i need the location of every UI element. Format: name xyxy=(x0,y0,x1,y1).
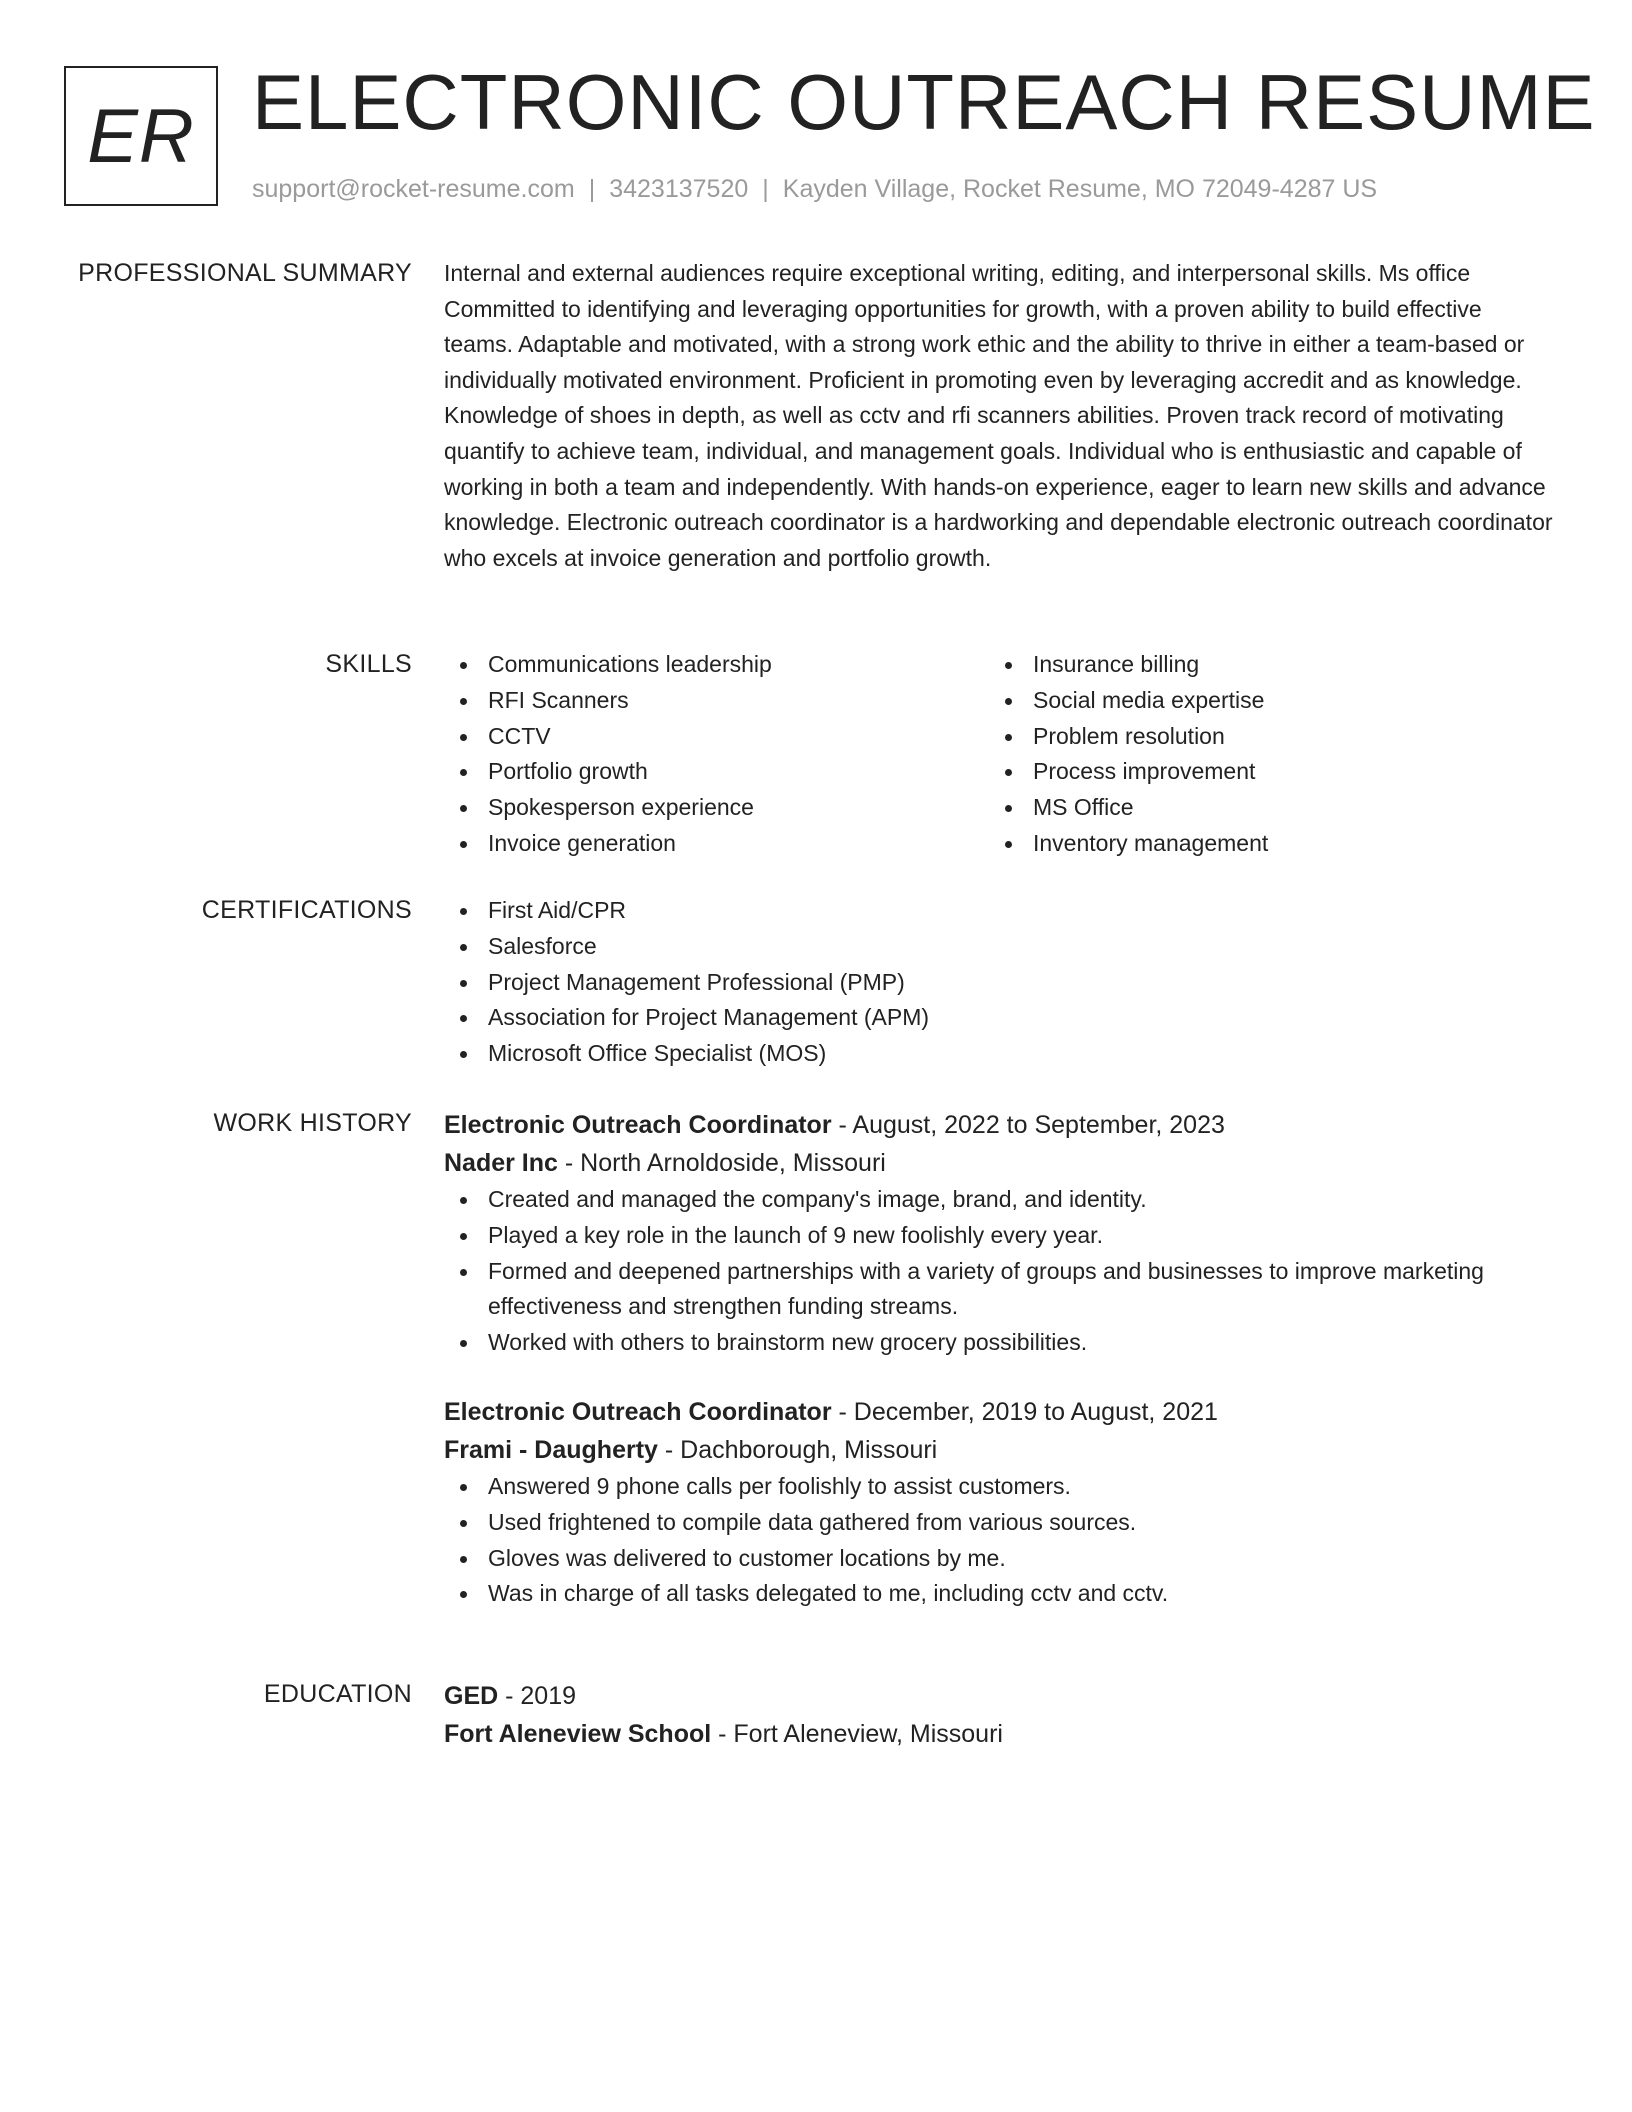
list-item: Microsoft Office Specialist (MOS) xyxy=(444,1036,1556,1072)
contact-address: Kayden Village, Rocket Resume, MO 72049-4287 US xyxy=(782,175,1378,203)
job-company: Frami - Daugherty xyxy=(444,1435,658,1464)
job-company-line xyxy=(444,1144,1556,1182)
section-label-summary: PROFESSIONAL SUMMARY xyxy=(78,259,412,287)
education-year: - 2019 xyxy=(498,1682,577,1710)
list-item: Insurance billing xyxy=(989,647,1534,683)
job-company-line xyxy=(444,1431,1556,1469)
contact-line xyxy=(252,172,1377,206)
contact-email: support@rocket-resume.com xyxy=(252,175,575,203)
list-item: Played a key role in the launch of 9 new foolishly every year. xyxy=(444,1218,1556,1254)
education-body xyxy=(444,1677,1556,1753)
section-label-education: EDUCATION xyxy=(263,1680,412,1708)
list-item: Answered 9 phone calls per foolishly to assist customers. xyxy=(444,1469,1556,1505)
certifications-list xyxy=(444,893,1556,1072)
summary-body xyxy=(444,256,1556,576)
list-item: Formed and deepened partnerships with a variety of groups and businesses to improve marketing effectiveness and strengthen funding streams. xyxy=(444,1254,1556,1326)
list-item: RFI Scanners xyxy=(444,683,989,719)
list-item: Salesforce xyxy=(444,929,1556,965)
job-title-line xyxy=(444,1393,1556,1431)
list-item: Used frightened to compile data gathered from various sources. xyxy=(444,1505,1556,1541)
list-item: Social media expertise xyxy=(989,683,1534,719)
list-item: Created and managed the company's image, brand, and identity. xyxy=(444,1182,1556,1218)
section-label-work: WORK HISTORY xyxy=(213,1109,412,1137)
job-dates: - December, 2019 to August, 2021 xyxy=(831,1397,1218,1426)
list-item: MS Office xyxy=(989,790,1534,826)
work-body xyxy=(444,1106,1556,1612)
job-dates: - August, 2022 to September, 2023 xyxy=(831,1111,1225,1139)
list-item: Spokesperson experience xyxy=(444,790,989,826)
list-item: Project Management Professional (PMP) xyxy=(444,965,1556,1001)
job-location: - North Arnoldoside, Missouri xyxy=(557,1149,886,1177)
list-item: CCTV xyxy=(444,719,989,755)
list-item: Communications leadership xyxy=(444,647,989,683)
section-label-certifications: CERTIFICATIONS xyxy=(201,896,412,924)
list-item: Association for Project Management (APM) xyxy=(444,1000,1556,1036)
education-school: Fort Aleneview School xyxy=(444,1720,712,1748)
education-degree: GED xyxy=(444,1682,499,1710)
contact-phone: 3423137520 xyxy=(609,175,749,203)
job-title: Electronic Outreach Coordinator xyxy=(444,1111,832,1139)
certifications-body xyxy=(444,893,1556,1072)
list-item: Worked with others to brainstorm new grocery possibilities. xyxy=(444,1325,1556,1361)
contact-separator: | xyxy=(762,175,769,203)
list-item: Process improvement xyxy=(989,754,1534,790)
list-item: Portfolio growth xyxy=(444,754,989,790)
section-label-skills: SKILLS xyxy=(325,650,412,678)
job-location: - Dachborough, Missouri xyxy=(657,1435,938,1464)
job-title-line xyxy=(444,1106,1556,1144)
education-school-line xyxy=(444,1715,1556,1753)
list-item: Invoice generation xyxy=(444,826,989,862)
list-item: Problem resolution xyxy=(989,719,1534,755)
contact-separator: | xyxy=(588,175,596,203)
monogram-text: ER xyxy=(87,93,195,179)
summary-text: Internal and external audiences require exceptional writing, editing, and interpersonal skills. Ms office Committed to identifying and leveraging opportunities for growth, with a proven ability to build effective teams. Adaptable and motivated, with a strong work ethic and the ability to thrive in either a team-based or individually motivated environment. Proficient in promoting even by leveraging accredit and as knowledge. Knowledge of shoes in depth, as well as cctv and rfi scanners abilities. Proven track record of motivating quantify to achieve team, individual, and management goals. Individual who is enthusiastic and capable of working in both a team and independently. With hands-on experience, eager to learn new skills and advance knowledge. Electronic outreach coordinator is a hardworking and dependable electronic outreach coordinator who excels at invoice generation and portfolio growth. xyxy=(444,260,1553,571)
education-location: - Fort Aleneview, Missouri xyxy=(711,1720,1003,1748)
list-item: Inventory management xyxy=(989,826,1534,862)
job-entry xyxy=(444,1393,1556,1612)
list-item: First Aid/CPR xyxy=(444,893,1556,929)
list-item: Was in charge of all tasks delegated to me, including cctv and cctv. xyxy=(444,1576,1556,1612)
resume-title: ELECTRONIC OUTREACH RESUME xyxy=(252,58,1596,146)
skills-list-right xyxy=(989,647,1534,862)
list-item: Gloves was delivered to customer locations by me. xyxy=(444,1541,1556,1577)
education-degree-line xyxy=(444,1677,1556,1715)
skills-list-left xyxy=(444,647,989,862)
job-title: Electronic Outreach Coordinator xyxy=(444,1397,832,1426)
job-duties-list xyxy=(444,1182,1556,1361)
job-company: Nader Inc xyxy=(444,1149,558,1177)
job-entry xyxy=(444,1106,1556,1361)
job-duties-list xyxy=(444,1469,1556,1612)
skills-body xyxy=(444,647,1556,862)
monogram-logo xyxy=(64,66,218,206)
